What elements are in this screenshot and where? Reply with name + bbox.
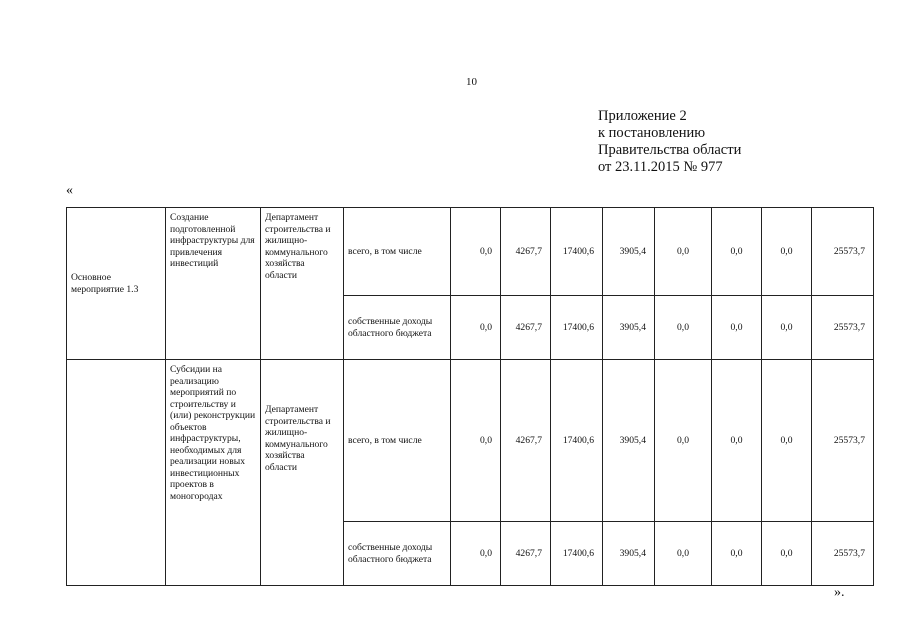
value-cell: 4267,7 [501, 522, 551, 586]
value-cell: 3905,4 [603, 208, 655, 296]
activity-cell [67, 360, 166, 586]
budget-table [66, 207, 874, 586]
appendix-line: от 23.11.2015 № 977 [598, 159, 723, 175]
appendix-line: Приложение 2 [598, 108, 687, 124]
value-cell: 0,0 [655, 208, 712, 296]
value-cell: 25573,7 [812, 296, 874, 360]
value-cell: 0,0 [762, 296, 812, 360]
value-cell: 3905,4 [603, 360, 655, 522]
value-cell: 0,0 [451, 522, 501, 586]
page-number: 10 [466, 76, 477, 88]
value-cell: 3905,4 [603, 522, 655, 586]
value-cell: 25573,7 [812, 208, 874, 296]
description-cell: Создание подготовленной инфраструктуры для привлечения инвестиций [166, 208, 261, 360]
value-cell: 0,0 [451, 360, 501, 522]
value-cell: 0,0 [712, 296, 762, 360]
source-cell: собственные доходы областного бюджета [344, 522, 451, 586]
opening-quote: « [66, 183, 73, 198]
appendix-line: Правительства области [598, 142, 742, 158]
value-cell: 17400,6 [551, 208, 603, 296]
value-cell: 4267,7 [501, 360, 551, 522]
value-cell: 0,0 [712, 360, 762, 522]
value-cell: 0,0 [762, 360, 812, 522]
value-cell: 25573,7 [812, 360, 874, 522]
value-cell: 0,0 [451, 208, 501, 296]
value-cell: 17400,6 [551, 360, 603, 522]
source-cell: всего, в том числе [344, 208, 451, 296]
executor-cell: Департамент строительства и жилищно-коммунального хозяйства области [261, 208, 344, 360]
source-cell: собственные доходы областного бюджета [344, 296, 451, 360]
value-cell: 0,0 [655, 296, 712, 360]
value-cell: 0,0 [762, 208, 812, 296]
value-cell: 4267,7 [501, 296, 551, 360]
closing-quote: ». [834, 585, 845, 600]
appendix-line: к постановлению [598, 125, 706, 141]
value-cell: 0,0 [762, 522, 812, 586]
description-cell: Субсидии на реализацию мероприятий по строительству и (или) реконструкции объектов инфраструктуры, необходимых для реализации новых инвестиционных проектов в моногородах [166, 360, 261, 586]
value-cell: 4267,7 [501, 208, 551, 296]
value-cell: 25573,7 [812, 522, 874, 586]
appendix-header [598, 108, 741, 176]
executor-cell: Департамент строительства и жилищно-коммунального хозяйства области [261, 360, 344, 586]
value-cell: 17400,6 [551, 296, 603, 360]
value-cell: 0,0 [655, 522, 712, 586]
value-cell: 17400,6 [551, 522, 603, 586]
value-cell: 3905,4 [603, 296, 655, 360]
value-cell: 0,0 [655, 360, 712, 522]
table-row [67, 208, 874, 296]
source-cell: всего, в том числе [344, 360, 451, 522]
value-cell: 0,0 [451, 296, 501, 360]
table-row [67, 360, 874, 522]
value-cell: 0,0 [712, 522, 762, 586]
value-cell: 0,0 [712, 208, 762, 296]
activity-cell: Основное мероприятие 1.3 [67, 208, 166, 360]
